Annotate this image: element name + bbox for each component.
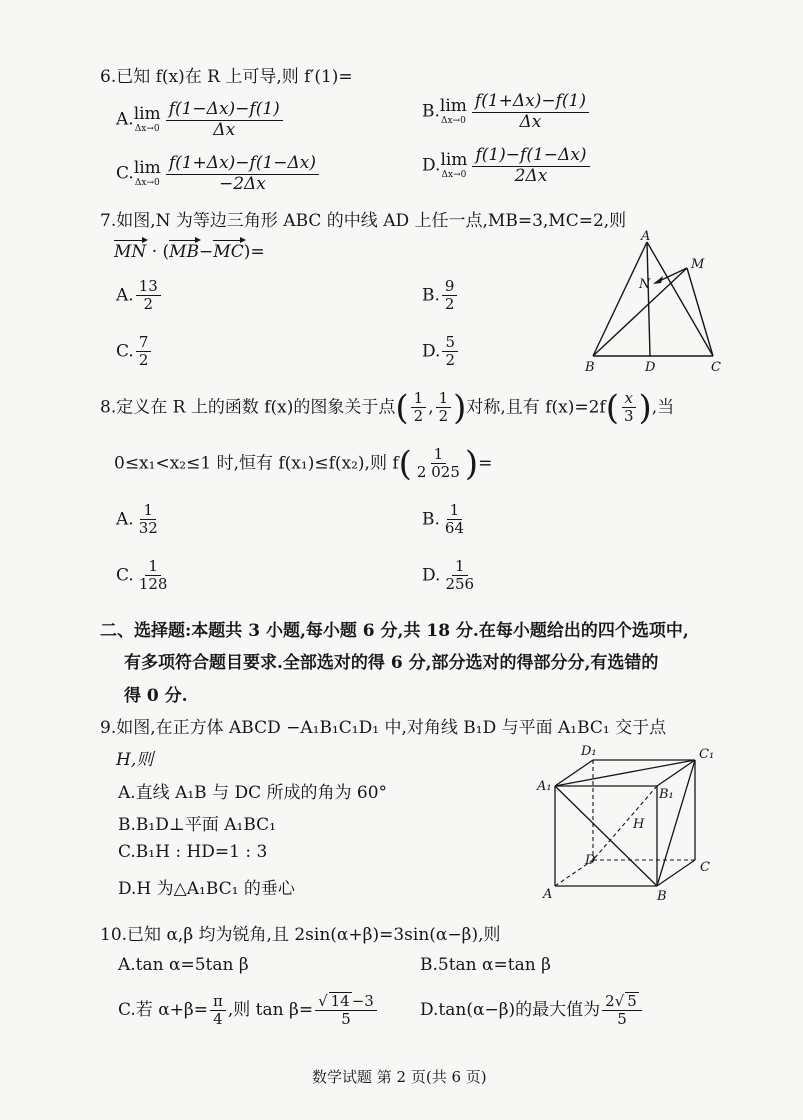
q7-b-num: 9 [442,278,458,296]
q8-point-x [411,390,427,426]
q8-stem-line1: 8.定义在 R 上的函数 f(x)的图象关于点( $\frac{1}{2}$ , $\frac{1}{2}$ )对称,且有 f(x)=2f( $\frac{x}{3}$ ),当 [100,387,675,428]
q8-pt-num1: 1 [411,390,427,408]
q8-x-den: 3 [623,407,634,426]
q9-label-b1: B₁ [659,787,674,802]
q7-label-a: A [641,229,651,244]
q9-diag-a1c1 [555,760,695,786]
q6-c-label: C. [116,163,134,184]
q10-option-b: B.5tan α=tan β [420,955,551,975]
q7-a-label: A. [116,285,134,306]
q8-option-a [116,502,163,538]
q9-diag-c1b [657,760,695,886]
q7-c-num: 7 [136,334,152,352]
q10-d-den: 5 [617,1010,627,1029]
q7-option-a [116,278,163,314]
q9-edge-bc [657,860,695,886]
q9-option-c: C.B₁H : HD=1 : 3 [118,842,268,862]
q8-c-label: C. [116,565,134,586]
q6-c-lim-sub: Δx→0 [134,178,160,189]
section2-line3: 得 0 分. [124,686,188,706]
q9-label-c1: C₁ [699,747,715,762]
q7-label-b: B [585,360,595,375]
q10-c-pre: C.若 α+β= [118,999,209,1020]
q6-b-lim [440,98,467,126]
q7-d-den: 2 [445,351,455,370]
q8-paren2-close: ) [638,387,652,428]
q9-option-a: A.直线 A₁B 与 DC 所成的角为 60° [118,783,388,803]
q7-a-frac [136,278,161,314]
q8-d-label: D. [422,565,441,586]
q9-label-a1: A₁ [537,779,552,794]
q9-option-b: B.B₁D⊥平面 A₁BC₁ [118,815,276,835]
q6-b-frac [472,92,589,132]
q10-d-answer-frac: $\frac{2√ 5}{5}$ [602,992,642,1029]
q8-query-frac [414,446,463,482]
q6-option-d [422,146,592,186]
q9-label-a: A [543,887,553,902]
q6-b-label: B. [422,101,440,122]
q8-b-label: B. [422,509,440,530]
q6-d-frac [472,146,589,186]
q7-label-m: M [691,257,705,272]
q7-edge-ab [593,242,647,356]
q7-option-d [422,334,460,370]
q8-a-den: 32 [138,519,158,538]
q6-c-lim-word: lim [133,158,161,179]
q8-stem-mid: 对称,且有 f(x)=2f [466,397,606,418]
q9-label-d1: D₁ [581,744,597,759]
q10-option-a: A.tan α=5tan β [118,955,249,975]
q8-paren-open: ( [395,387,409,428]
q9-label-h: H [633,817,645,832]
q7-tail: )= [243,242,265,262]
q7-label-n: N [639,277,651,292]
section2-line1: 二、选择题:本题共 3 小题,每小题 6 分,共 18 分.在每小题给出的四个选项中, [100,621,689,641]
q10-option-c [118,992,379,1029]
q6-c-frac [166,154,319,194]
q8-paren-close: ) [453,387,467,428]
q6-d-lim-sub: Δx→0 [441,170,467,181]
q9-stem-line2: H,则 [116,750,154,770]
q6-b-lim-sub: Δx→0 [440,116,466,127]
q8-c-frac [136,558,171,594]
q8-stem-end: ,当 [651,397,675,418]
q10-c-pi-frac [210,993,226,1029]
q8-line2-pre: 0≤x₁<x₂≤1 时,恒有 f(x₁)≤f(x₂),则 f [114,453,399,474]
q6-option-a [116,100,285,140]
q9-option-d: D.H 为△A₁BC₁ 的垂心 [118,879,295,899]
q7-b-den: 2 [444,295,455,314]
q6-a-lim [134,106,161,134]
q6-c-den: −2Δx [218,173,266,194]
q6-d-lim-word: lim [440,150,468,171]
q8-q-num: 1 [431,446,447,464]
q6-a-den: Δx [213,119,236,140]
q8-x-num: x [622,390,636,408]
q8-pt-num2: 1 [436,390,452,408]
q8-a-label: A. [116,509,134,530]
q7-a-den: 2 [143,295,153,314]
q7-d-label: D. [422,341,441,362]
q9-label-d: D [585,853,596,868]
q8-b-num: 1 [447,502,463,520]
q8-a-num: 1 [140,502,156,520]
q7-dot: · ( [146,242,170,262]
q8-d-den: 256 [445,575,475,594]
q10-option-d [420,992,644,1029]
q8-paren3-close: ) [464,443,479,484]
q7-c-label: C. [116,341,134,362]
q7-label-d: D [645,360,656,375]
q7-vec-mb: MB [169,242,200,262]
q8-x-over-3 [621,390,637,426]
q8-option-b [422,502,469,538]
q6-option-c [116,154,321,194]
q7-label-c: C [711,360,721,375]
q6-a-frac [166,100,283,140]
page-footer: 数学试题 第 2 页(共 6 页) [312,1068,487,1086]
q8-paren3-open: ( [398,443,412,484]
q7-c-frac [136,334,152,370]
q9-label-c: C [700,860,710,875]
q10-c-den: 5 [341,1010,351,1029]
q8-c-num: 1 [145,558,161,576]
q9-label-b: B [657,889,667,904]
q7-segment-cm [687,268,713,356]
q9-hidden-b1d [593,786,657,860]
q9-diag-a1b [555,786,657,886]
q8-d-num: 1 [452,558,468,576]
section2-line2: 有多项符合题目要求.全部选对的得 6 分,部分选对的得部分分,有选错的 [124,653,659,673]
q7-triangle-figure [575,228,735,378]
q8-option-d [422,558,479,594]
q10-d-num-pre: 2 [605,992,615,1010]
q7-vec-mc: MC [213,242,244,262]
q10-c-pi-num: π [210,993,226,1011]
q8-a-frac [136,502,161,538]
q7-d-num: 5 [442,334,458,352]
q8-line2-end: = [478,453,493,474]
q6-a-lim-sub: Δx→0 [134,124,160,135]
q6-b-den: Δx [519,111,542,132]
q10-c-num-tail: −3 [351,992,374,1010]
q6-option-b [422,92,591,132]
q8-point-y [436,390,452,426]
q6-stem: 6.已知 f(x)在 R 上可导,则 f′(1)= [100,67,353,87]
q7-stem: 7.如图,N 为等边三角形 ABC 的中线 AD 上任一点,MB=3,MC=2,则 [100,211,627,231]
q7-vec-mn: MN [114,242,147,262]
q10-c-mid: ,则 tan β= [227,999,314,1020]
q6-b-lim-word: lim [439,96,467,117]
q8-stem-line2 [114,443,493,484]
q7-a-num: 13 [136,278,161,296]
q6-d-num: f(1)−f(1−Δx) [472,146,589,167]
q8-b-frac [442,502,467,538]
q8-d-frac [442,558,477,594]
q6-d-den: 2Δx [514,165,548,186]
q7-d-frac [442,334,458,370]
q8-pt-den1: 2 [413,407,424,426]
q8-b-den: 64 [444,519,464,538]
q8-q-den: 2 025 [416,463,460,482]
q7-option-b [422,278,459,314]
q7-arrowhead [653,276,663,284]
q7-option-c [116,334,153,370]
q7-c-den: 2 [138,351,149,370]
q10-c-answer-frac: $\frac{√ 14 -3}{5}$ [315,992,377,1029]
q8-pt-den2: 2 [438,407,449,426]
q7-b-frac [442,278,458,314]
q10-c-sqrt: 14 [330,992,350,1010]
q6-d-lim [440,152,467,180]
q6-a-num: f(1−Δx)−f(1) [166,100,283,121]
q6-c-lim [134,160,161,188]
q8-stem-pre: 8.定义在 R 上的函数 f(x)的图象关于点 [100,397,396,418]
q7-minus: − [199,242,214,262]
q10-c-pi-den: 4 [213,1009,223,1028]
q10-stem: 10.已知 α,β 均为锐角,且 2sin(α+β)=3sin(α−β),则 [100,925,501,945]
q6-c-num: f(1+Δx)−f(1−Δx) [166,154,319,175]
q6-a-label: A. [116,109,134,130]
q7-b-label: B. [422,285,440,306]
q7-median-ad [647,242,650,356]
q10-d-sqrt: 5 [627,992,637,1010]
q9-stem-line1: 9.如图,在正方体 ABCD −A₁B₁C₁D₁ 中,对角线 B₁D 与平面 A₁BC₁ 交于点 [100,718,667,738]
q6-a-lim-word: lim [133,104,161,125]
q8-option-c [116,558,172,594]
q6-d-label: D. [422,155,441,176]
q9-cube-figure [535,740,730,905]
q8-paren2-open: ( [605,387,619,428]
q10-d-pre: D.tan(α−β)的最大值为 [420,999,601,1020]
q7-vector-expression [114,242,265,262]
q6-b-num: f(1+Δx)−f(1) [472,92,589,113]
q8-c-den: 128 [138,575,168,594]
